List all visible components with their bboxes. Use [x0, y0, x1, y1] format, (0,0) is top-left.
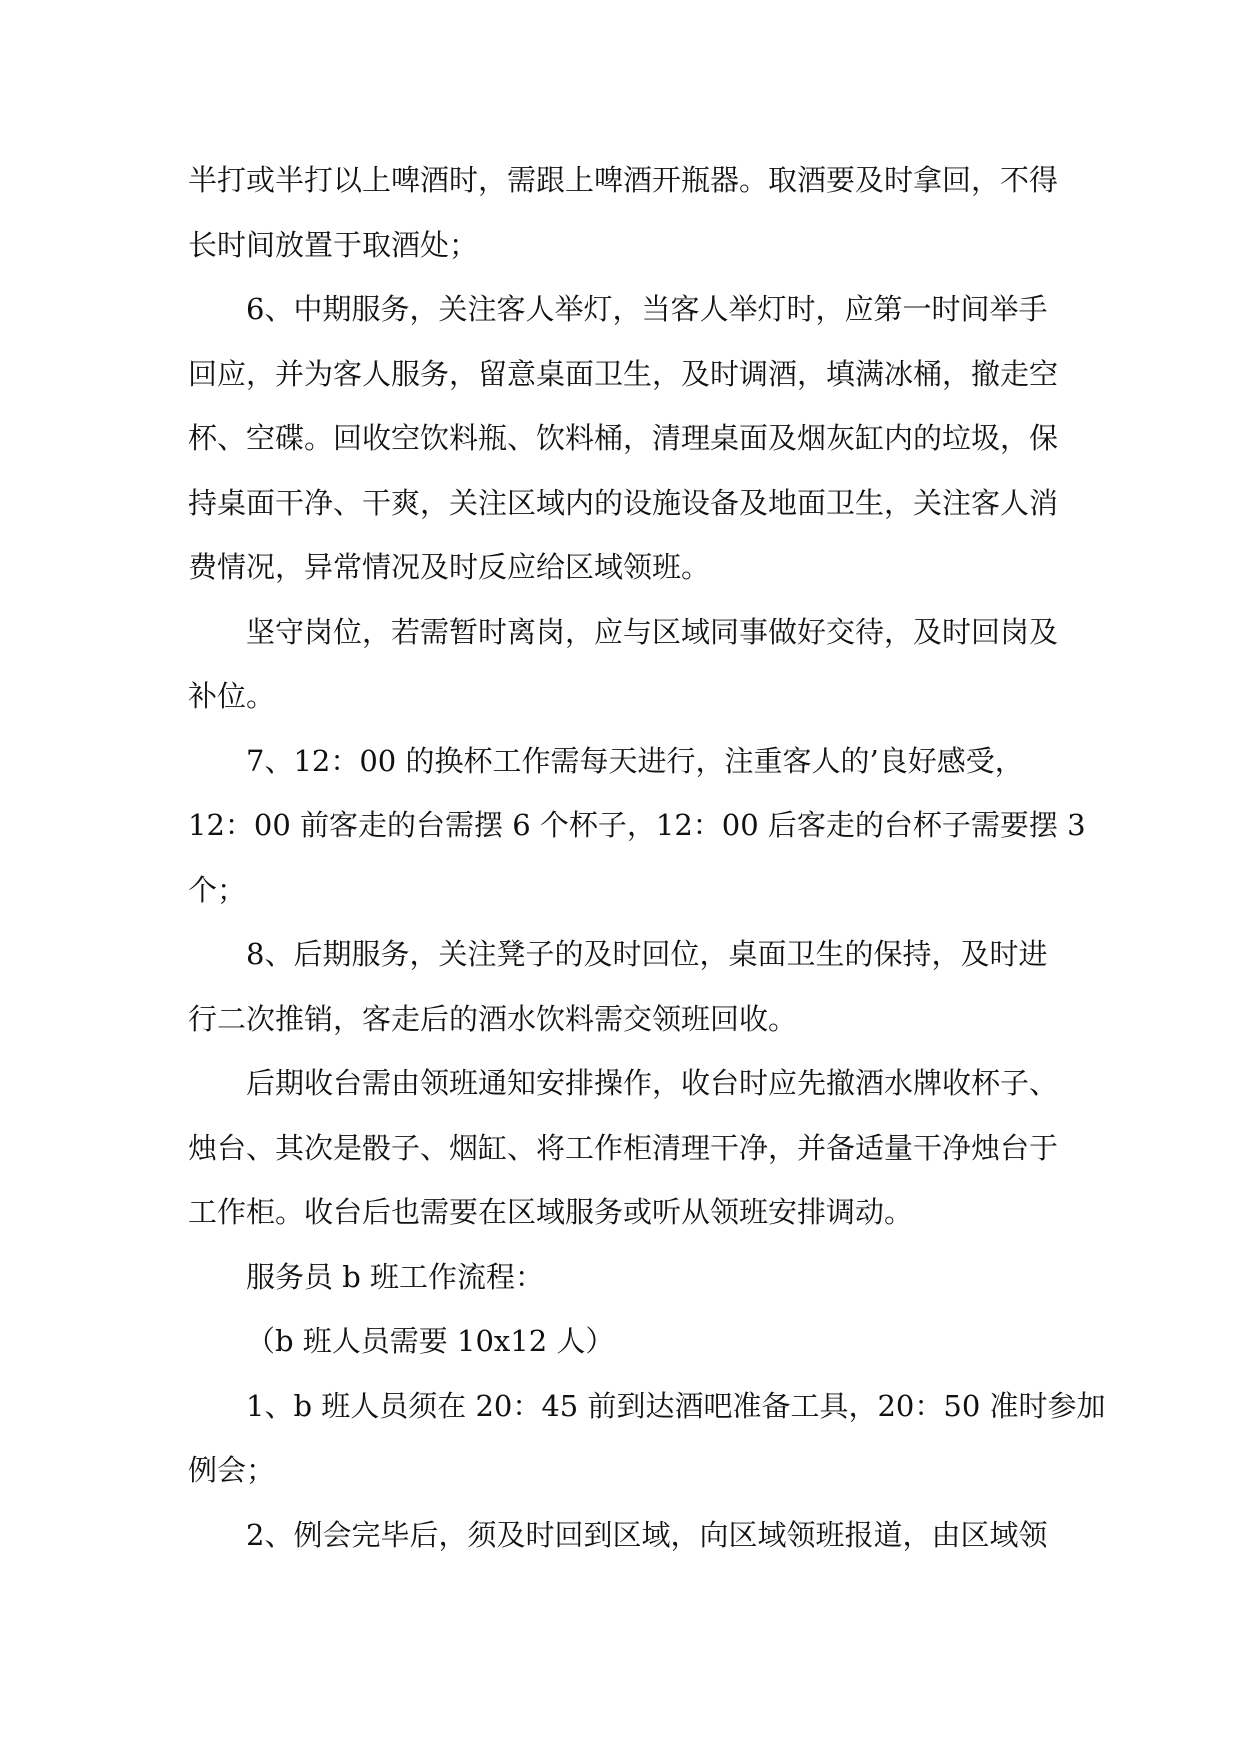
text-line: 持桌面干净、干爽，关注区域内的设施设备及地面卫生，关注客人消 [188, 485, 1059, 520]
text-line: 补位。 [188, 679, 276, 713]
text-line: 费情况，异常情况及时反应给区域领班。 [188, 550, 711, 584]
text-line: （b 班人员需要 10x12 人） [246, 1324, 615, 1358]
text-line: 杯、空碟。回收空饮料瓶、饮料桶，清理桌面及烟灰缸内的垃圾，保 [188, 421, 1059, 455]
text-line: 后期收台需由领班通知安排操作，收台时应先撤酒水牌收杯子、 [246, 1066, 1059, 1100]
text-line: 8、后期服务，关注凳子的及时回位，桌面卫生的保持，及时进 [246, 937, 1048, 971]
text-line: 7、12：00 的换杯工作需每天进行，注重客人的’良好感受， [246, 743, 1024, 778]
text-line: 6、中期服务，关注客人举灯，当客人举灯时，应第一时间举手 [246, 292, 1048, 326]
text-line: 坚守岗位，若需暂时离岗，应与区域同事做好交待，及时回岗及 [246, 614, 1059, 649]
text-line: 12：00 前客走的台需摆 6 个杯子，12：00 后客走的台杯子需要摆 3 [188, 808, 1086, 842]
text-line: 个； [188, 872, 247, 907]
text-line: 行二次推销，客走后的酒水饮料需交领班回收。 [188, 1001, 798, 1036]
text-line: 1、b 班人员须在 20：45 前到达酒吧准备工具，20：50 准时参加 [246, 1388, 1106, 1423]
document-body [188, 148, 1106, 1567]
text-line: 例会； [188, 1453, 276, 1487]
text-line: 半打或半打以上啤酒时，需跟上啤酒开瓶器。取酒要及时拿回，不得 [188, 163, 1059, 197]
text-line: 工作柜。收台后也需要在区域服务或听从领班安排调动。 [188, 1195, 914, 1229]
text-line: 长时间放置于取酒处； [188, 227, 479, 262]
text-line: 烛台、其次是骰子、烟缸、将工作柜清理干净，并备适量干净烛台于 [188, 1130, 1059, 1165]
text-line: 服务员 b 班工作流程： [246, 1259, 545, 1294]
text-line: 回应，并为客人服务，留意桌面卫生，及时调酒，填满冰桶，撤走空 [188, 356, 1059, 391]
text-line: 2、例会完毕后，须及时回到区域，向区域领班报道，由区域领 [246, 1517, 1048, 1552]
